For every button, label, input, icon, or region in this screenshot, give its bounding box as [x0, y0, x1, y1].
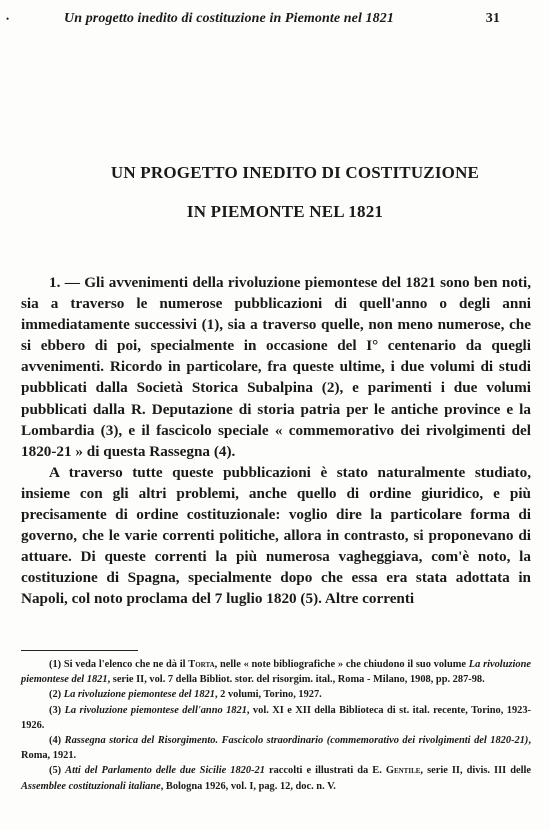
- paragraph-2: A traverso tutte queste pubblicazioni è stato naturalmente studiato, insieme con gli altri problemi, anche quello di ordine giuridico, e più precisamente di ordine costituzionale: voglio dire la particolare forma di governo, che le varie correnti politiche, allora in contrasto, si proponevano di attuare. Di queste correnti la più numerosa vagheggiava, com'è noto, la costituzione di Spagna, specialmente dopo che essa era stata adottata in Napoli, col noto proclama del 7 luglio 1820 (5). Altre correnti: [21, 463, 531, 608]
- body-text: [21, 272, 531, 610]
- footnote-text: raccolti e illustrati da: [264, 765, 373, 777]
- article-title-line-1: UN PROGETTO INEDITO DI COSTITUZIONE: [110, 163, 480, 182]
- author-name: Torta: [188, 659, 215, 670]
- footnote-text: (4): [49, 735, 65, 747]
- footnote-text: (3): [49, 704, 65, 716]
- margin-mark: •: [6, 14, 10, 24]
- footnote-text: , serie II, divis. III delle: [420, 765, 531, 777]
- work-title: La rivoluzione piemontese del 1821: [63, 689, 215, 701]
- footnote-text: , Bologna 1926, vol. I, pag. 12, doc. n. V.: [160, 780, 336, 792]
- footnote-rule: [21, 650, 138, 651]
- footnote-text: , 2 volumi, Torino, 1927.: [214, 689, 322, 701]
- footnote-text: , Roma, 1921.: [21, 735, 531, 762]
- footnotes: [21, 657, 531, 794]
- footnote-text: (1) Si veda l'elenco che ne dà il: [49, 659, 189, 670]
- work-title: La rivoluzione piemontese del 1821: [21, 659, 531, 686]
- footnote-1: [21, 657, 531, 687]
- page-number: 31: [485, 11, 500, 26]
- work-title: Rassegna storica del Risorgimento. Fascicolo straordinario (commemorativo dei rivolgimenti del 1820-21): [64, 735, 529, 747]
- footnote-5: [21, 763, 531, 793]
- footnote-text: (5): [49, 765, 66, 777]
- footnote-3: [21, 703, 531, 733]
- footnote-text: , vol. XI e XII della Biblioteca di st. ital. recente, Torino, 1923-1926.: [21, 704, 531, 731]
- running-head-title: Un progetto inedito di costituzione in Piemonte nel 1821: [64, 11, 394, 26]
- paragraph-1: 1. — Gli avvenimenti della rivoluzione piemontese del 1821 sono ben noti, sia a traverso le numerose pubblicazioni di quell'anno o degli anni immediatamente successivi (1), sia a traverso quelle, non meno numerose, che si ebbero di poi, specialmente in occasione del I° centenario da quegli avvenimenti. Ricordo in particolare, fra queste ultime, i due volumi di studi pubblicati dalla Società Storica Subalpina (2), e parimenti i due volumi pubblicati dalla R. Deputazione di storia patria per le antiche province e la Lombardia (3), e il fascicolo speciale « commemorativo dei rivolgimenti del 1820-21 » di questa Rassegna (4).: [21, 274, 531, 460]
- author-name: E. Gentile: [372, 765, 421, 777]
- footnote-4: [21, 733, 531, 763]
- footnote-text: (2): [49, 689, 64, 701]
- article-title-line-2: IN PIEMONTE NEL 1821: [186, 202, 384, 221]
- work-title: Assemblee costituzionali italiane: [21, 780, 161, 792]
- work-title: Atti del Parlamento delle due Sicilie 1820-21: [65, 765, 265, 777]
- running-head: [64, 11, 500, 27]
- footnote-2: [21, 687, 531, 702]
- work-title: La rivoluzione piemontese dell'anno 1821: [64, 704, 247, 716]
- footnote-text: , serie II, vol. 7 della Bibliot. stor. del risorgim. ital., Roma - Milano, 1908, pp. 287-98.: [107, 674, 485, 686]
- footnote-text: , nelle « note bibliografiche » che chiudono il suo volume: [214, 659, 469, 670]
